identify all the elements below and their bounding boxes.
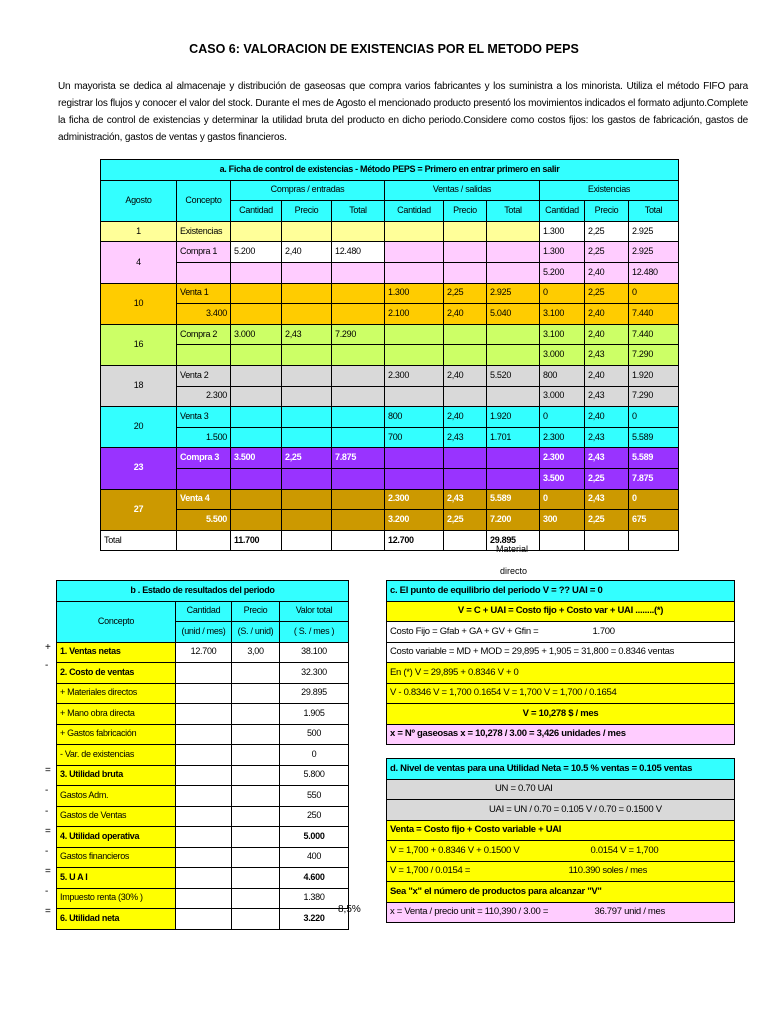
cell: Compra 2 — [177, 324, 231, 345]
table-row — [101, 468, 679, 489]
cell: - Var. de existencias — [57, 745, 176, 766]
cell: Gastos de Ventas — [57, 806, 176, 827]
header-total: Total — [487, 201, 540, 222]
cell: 1.300 — [540, 221, 585, 242]
cell: Venta 2 — [177, 365, 231, 386]
cell: Venta 4 — [177, 489, 231, 510]
cell: 800 — [385, 407, 444, 428]
cell: 7.200 — [487, 510, 540, 531]
sign: - — [45, 660, 49, 671]
sign: = — [45, 826, 51, 837]
cell: 1.300 — [540, 242, 585, 263]
cell: 2,43 — [585, 448, 629, 469]
nivel-line: UN = 0.70 UAI — [387, 779, 735, 800]
header-existencias: Existencias — [540, 180, 679, 201]
cell: 5. U A I — [57, 868, 176, 889]
sign: - — [45, 785, 49, 796]
cell: 500 — [280, 724, 349, 745]
cell: 2,40 — [444, 304, 487, 325]
cell: 550 — [280, 786, 349, 807]
table-row — [57, 683, 349, 704]
cell: 3. Utilidad bruta — [57, 765, 176, 786]
sign: - — [45, 886, 49, 897]
cell: 2,25 — [585, 510, 629, 531]
cell: 400 — [280, 847, 349, 868]
table-row — [57, 765, 349, 786]
cell: 7.440 — [629, 324, 679, 345]
cell: 2,43 — [585, 386, 629, 407]
cell: 1.300 — [385, 283, 444, 304]
cell: 1.500 — [177, 427, 231, 448]
cell: 7.875 — [332, 448, 385, 469]
table-row — [57, 704, 349, 725]
cell: 5.589 — [629, 448, 679, 469]
cell: 32.300 — [280, 663, 349, 684]
cell: 2.925 — [487, 283, 540, 304]
cell: Venta 1 — [177, 283, 231, 304]
cell: 1.920 — [629, 365, 679, 386]
cell: 2.300 — [540, 427, 585, 448]
cell: 7.440 — [629, 304, 679, 325]
sign: - — [45, 846, 49, 857]
cell: 2,40 — [585, 304, 629, 325]
table-row — [57, 868, 349, 889]
cell: 11.700 — [231, 530, 282, 551]
cell: 2.300 — [385, 489, 444, 510]
cell: 2,43 — [585, 427, 629, 448]
cell: 12.480 — [332, 242, 385, 263]
cell: 18 — [101, 365, 177, 406]
nivel-line: V = 1,700 + 0.8346 V + 0.1500 V — [387, 841, 567, 862]
cell: Total — [101, 530, 177, 551]
cell: 2.100 — [385, 304, 444, 325]
table-row — [57, 642, 349, 663]
cell: 1.380 — [280, 888, 349, 909]
cell: Gastos Adm. — [57, 786, 176, 807]
cell: 2,40 — [585, 407, 629, 428]
sign: = — [45, 866, 51, 877]
table-row — [101, 365, 679, 386]
cell: Impuesto renta (30% ) — [57, 888, 176, 909]
cell: 1.701 — [487, 427, 540, 448]
nivel-line: x = Venta / precio unit = 110,390 / 3.00 = — [387, 902, 567, 923]
cell: 2,25 — [444, 510, 487, 531]
cell: 29.895 — [280, 683, 349, 704]
header-compras: Compras / entradas — [231, 180, 385, 201]
cell: 7.290 — [629, 345, 679, 366]
estado-resultados-table — [56, 580, 349, 930]
cell: 16 — [101, 324, 177, 365]
cell: 2.925 — [629, 221, 679, 242]
cell: 2.925 — [629, 242, 679, 263]
header-valor-unit: ( S. / mes ) — [280, 622, 349, 643]
cell: 2,40 — [585, 324, 629, 345]
table-row — [101, 221, 679, 242]
header-precio-unit: (S. / unid) — [232, 622, 280, 643]
cell: 5.040 — [487, 304, 540, 325]
cell: Gastos financieros — [57, 847, 176, 868]
page-title: CASO 6: VALORACION DE EXISTENCIAS POR EL METODO PEPS — [189, 42, 579, 56]
table-row — [101, 386, 679, 407]
cell: Venta 3 — [177, 407, 231, 428]
table-row — [101, 283, 679, 304]
cell: 0 — [280, 745, 349, 766]
table-row — [101, 304, 679, 325]
cell: 1.905 — [280, 704, 349, 725]
header-valor: Valor total — [280, 601, 349, 622]
ficha-title: a. Ficha de control de existencias - Método PEPS = Primero en entrar primero en salir — [101, 160, 679, 181]
equilibrio-line: En (*) V = 29,895 + 0.8346 V + 0 — [387, 663, 735, 684]
table-row — [101, 262, 679, 283]
intro-paragraph: Un mayorista se dedica al almacenaje y distribución de gaseosas que compra varios fabricantes y los suministra a los minorista. Utiliza el método FIFO para registrar los flujos y conocer el valor del stock. Durante el mes de Agosto el mencionado producto presentó los movimientos indicados el formato adjunto.Complete la ficha de control de existencias y determinar la utilidad bruta del producto en dicho periodo.Considere como costos fijos: los gastos de fabricación, gastos de administración, gastos de ventas y gastos financieros. — [58, 81, 748, 143]
equilibrio-title: c. El punto de equilibrio del periodo V = ?? UAI = 0 — [387, 581, 735, 602]
equilibrio-line: V - 0.8346 V = 1,700 0.1654 V = 1,700 V = 1,700 / 0.1654 — [387, 683, 735, 704]
nivel-line: UAI = UN / 0.70 = 0.105 V / 0.70 = 0.1500 V — [387, 800, 735, 821]
nivel-value: 110.390 soles / mes — [567, 861, 735, 882]
cell: 0 — [540, 283, 585, 304]
cell: 3.100 — [540, 324, 585, 345]
cell: 4.600 — [280, 868, 349, 889]
cell: 3.100 — [540, 304, 585, 325]
cell: 2,40 — [585, 262, 629, 283]
cell: 3.220 — [280, 909, 349, 930]
cell: 0 — [629, 489, 679, 510]
cell: 5.589 — [487, 489, 540, 510]
header-concepto: Concepto — [57, 601, 176, 642]
cell: 5.589 — [629, 427, 679, 448]
cell: 2,40 — [282, 242, 332, 263]
cell: 1. Ventas netas — [57, 642, 176, 663]
cell: 2,25 — [585, 283, 629, 304]
table-row — [101, 448, 679, 469]
cell: Existencias — [177, 221, 231, 242]
header-cantidad-unit: (unid / mes) — [176, 622, 232, 643]
cell: 3.200 — [385, 510, 444, 531]
header-cant: Cantidad — [231, 201, 282, 222]
table-row — [57, 724, 349, 745]
table-row — [101, 345, 679, 366]
cell: 38.100 — [280, 642, 349, 663]
table-row — [101, 489, 679, 510]
cell: 10 — [101, 283, 177, 324]
cell: 2,43 — [585, 489, 629, 510]
header-ventas: Ventas / salidas — [385, 180, 540, 201]
cell: 5.200 — [231, 242, 282, 263]
table-row-total — [101, 530, 679, 551]
table-row — [57, 745, 349, 766]
header-cantidad: Cantidad — [176, 601, 232, 622]
cell: 250 — [280, 806, 349, 827]
cell: 3.400 — [177, 304, 231, 325]
sign: + — [45, 642, 51, 653]
note-directo: directo — [500, 566, 528, 576]
cell: 300 — [540, 510, 585, 531]
cell: 700 — [385, 427, 444, 448]
cell: 2,40 — [585, 365, 629, 386]
cell: 2,25 — [585, 242, 629, 263]
nivel-line: Venta = Costo fijo + Costo variable + UAI — [387, 820, 735, 841]
equilibrio-result: V = 10,278 $ / mes — [387, 704, 735, 725]
cell: 2,25 — [444, 283, 487, 304]
cell: 7.290 — [332, 324, 385, 345]
note-material: Material — [496, 544, 529, 554]
cell: 2,40 — [444, 365, 487, 386]
cell: 800 — [540, 365, 585, 386]
table-row — [57, 909, 349, 930]
cell: 2.300 — [177, 386, 231, 407]
header-precio: Precio — [282, 201, 332, 222]
cell: 2,25 — [585, 468, 629, 489]
table-row — [101, 407, 679, 428]
percent-label: 8,5% — [338, 904, 361, 915]
cell: 29.895 — [487, 530, 540, 551]
equilibrio-line: Costo variable = MD + MOD = 29,895 + 1,905 = 31,800 = 0.8346 ventas — [387, 642, 735, 663]
estado-title: b . Estado de resultados del periodo — [57, 581, 349, 602]
nivel-line: Sea "x" el número de productos para alcanzar "V" — [387, 882, 735, 903]
table-row — [57, 888, 349, 909]
table-row — [57, 786, 349, 807]
cell: 5.000 — [280, 827, 349, 848]
cell: 2,40 — [444, 407, 487, 428]
cell: 0 — [540, 407, 585, 428]
cell: 7.290 — [629, 386, 679, 407]
header-precio: Precio — [444, 201, 487, 222]
equilibrio-line: Costo Fijo = Gfab + GA + GV + Gfin = — [387, 622, 567, 643]
cell: 4. Utilidad operativa — [57, 827, 176, 848]
table-row — [101, 510, 679, 531]
cell: 2. Costo de ventas — [57, 663, 176, 684]
cell: 2,43 — [585, 345, 629, 366]
cell: 2,43 — [282, 324, 332, 345]
header-precio: Precio — [585, 201, 629, 222]
cell: 2.300 — [540, 448, 585, 469]
cell: 1 — [101, 221, 177, 242]
cell: 6. Utilidad neta — [57, 909, 176, 930]
table-row — [57, 827, 349, 848]
cell: 5.200 — [540, 262, 585, 283]
cell: 3.000 — [540, 386, 585, 407]
cell: 12.480 — [629, 262, 679, 283]
nivel-value: 0.0154 V = 1,700 — [567, 841, 735, 862]
table-row — [101, 324, 679, 345]
cell: 675 — [629, 510, 679, 531]
cell: 0 — [629, 407, 679, 428]
cell: 27 — [101, 489, 177, 530]
cell: 5.800 — [280, 765, 349, 786]
cell: 2.300 — [385, 365, 444, 386]
punto-equilibrio-table — [386, 580, 735, 745]
cell: 5.520 — [487, 365, 540, 386]
cell: 3,00 — [232, 642, 280, 663]
cell: 3.500 — [231, 448, 282, 469]
nivel-title: d. Nivel de ventas para una Utilidad Neta = 10.5 % ventas = 0.105 ventas — [387, 759, 735, 780]
sign: = — [45, 765, 51, 776]
sign: = — [45, 906, 51, 917]
cell: 1.920 — [487, 407, 540, 428]
cell: + Gastos fabricación — [57, 724, 176, 745]
nivel-line: V = 1,700 / 0.0154 = — [387, 861, 567, 882]
cell: 0 — [629, 283, 679, 304]
cell: + Materiales directos — [57, 683, 176, 704]
cell: 2,25 — [585, 221, 629, 242]
nivel-value: 36.797 unid / mes — [567, 902, 735, 923]
cell: 7.875 — [629, 468, 679, 489]
cell: 3.000 — [231, 324, 282, 345]
cell: 2,43 — [444, 489, 487, 510]
cell: 20 — [101, 407, 177, 448]
ficha-control-table — [100, 159, 679, 551]
cell: 4 — [101, 242, 177, 283]
cell: 12.700 — [385, 530, 444, 551]
equilibrio-line: V = C + UAI = Costo fijo + Costo var + UAI ........(*) — [387, 601, 735, 622]
header-cant: Cantidad — [540, 201, 585, 222]
cell: 3.000 — [540, 345, 585, 366]
header-concepto: Concepto — [177, 180, 231, 221]
nivel-ventas-table — [386, 758, 735, 923]
cell: Compra 1 — [177, 242, 231, 263]
cell: 3.500 — [540, 468, 585, 489]
table-row — [57, 663, 349, 684]
header-precio: Precio — [232, 601, 280, 622]
header-total: Total — [629, 201, 679, 222]
sign: - — [45, 806, 49, 817]
cell: + Mano obra directa — [57, 704, 176, 725]
header-cant: Cantidad — [385, 201, 444, 222]
header-agosto: Agosto — [101, 180, 177, 221]
cell: 2,43 — [444, 427, 487, 448]
equilibrio-units: x = Nº gaseosas x = 10,278 / 3.00 = 3,426 unidades / mes — [387, 724, 735, 745]
table-row — [57, 806, 349, 827]
cell: 12.700 — [176, 642, 232, 663]
cell: 23 — [101, 448, 177, 489]
table-row — [57, 847, 349, 868]
cell: 2,25 — [282, 448, 332, 469]
cell: 0 — [540, 489, 585, 510]
cell: 5.500 — [177, 510, 231, 531]
equilibrio-value: 1.700 — [567, 622, 735, 643]
table-row — [101, 242, 679, 263]
table-row — [101, 427, 679, 448]
header-total: Total — [332, 201, 385, 222]
cell: Compra 3 — [177, 448, 231, 469]
